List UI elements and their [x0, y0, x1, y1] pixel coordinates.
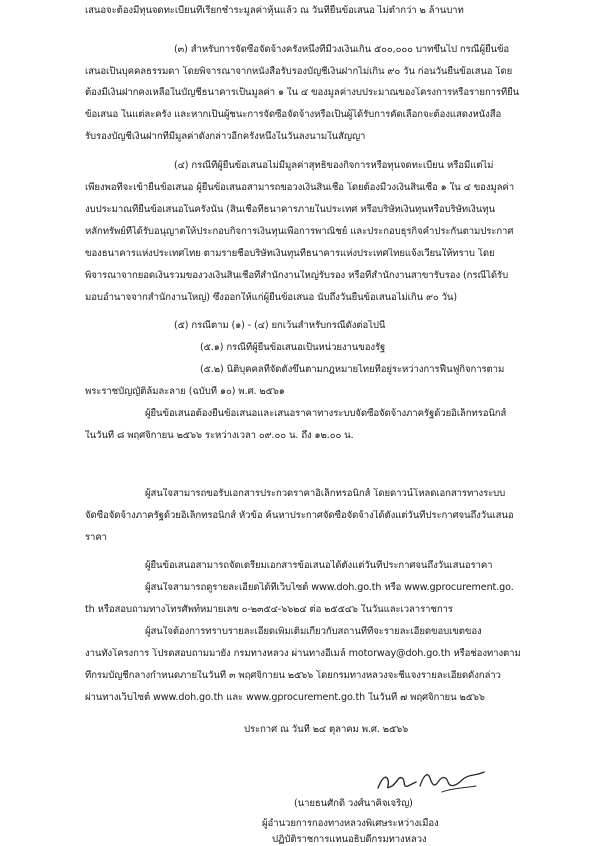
text-line: เสนอเป็นบุคคลธรรมดา โดยพิจารณาจากหนังสือรับรองบัญชีเงินฝากไม่เกิน ๙๐ วัน ก่อนวันยื่นข้อเสนอ โดย: [85, 66, 513, 77]
handwritten-signature: [372, 764, 492, 798]
text-line: ที่กรมบัญชีกลางกำหนดภายในวันที่ ๓ พฤศจิกายน ๒๕๖๖ โดยกรมทางหลวงจะชี้แจงรายละเอียดดังกล่าว: [85, 670, 501, 681]
signer-acting: ปฏิบัติราชการแทนอธิบดีกรมทางหลวง: [272, 834, 427, 845]
text-line: พิจารณาจากยอดเงินรวมของวงเงินสินเชื่อที่สำนักงานใหญ่รับรอง หรือที่สำนักงานสาขารับรอง (กรณีได้รับ: [85, 270, 509, 281]
text-line: (๓) สำหรับการจัดซื้อจัดจ้างครั้งหนึ่งที่มีวงเงินเกิน ๕๐๐,๐๐๐ บาทขึ้นไป กรณีผู้ยื่นข้อ: [174, 44, 510, 55]
text-line: ข้อเสนอ ในแต่ละครั้ง และหากเป็นผู้ชนะการจัดซื้อจัดจ้างหรือเป็นผู้ได้รับการคัดเลือกจะต้องแสดงหนังสือ: [85, 109, 502, 120]
text-line: มอบอำนาจจากสำนักงานใหญ่) ซึ่งออกให้แก่ผู้ยื่นข้อเสนอ นับถึงวันยื่นข้อเสนอไม่เกิน ๙๐ วัน): [85, 292, 457, 303]
text-line: (๕.๑) กรณีที่ผู้ยื่นข้อเสนอเป็นหน่วยงานของรัฐ: [200, 342, 386, 353]
text-line: รับรองบัญชีเงินฝากที่มีมูลค่าดังกล่าวอีกครั้งหนึ่งในวันลงนามในสัญญา: [85, 131, 366, 142]
text-line: (๕) กรณีตาม (๑) - (๔) ยกเว้นสำหรับกรณีดังต่อไปนี้: [174, 320, 386, 331]
signer-position: ผู้อำนวยการกองทางหลวงพิเศษระหว่างเมือง: [262, 818, 439, 829]
text-line: จัดซื้อจัดจ้างภาครัฐด้วยอิเล็กทรอนิกส์ หัวข้อ ค้นหาประกาศจัดซื้อจัดจ้างได้ตั้งแต่วันที่ประกาศจนถึงวันเสนอ: [85, 510, 514, 521]
text-line: ผู้ยื่นข้อเสนอต้องยื่นข้อเสนอและเสนอราคาทางระบบจัดซื้อจัดจ้างภาครัฐด้วยอิเล็กทรอนิกส์: [145, 408, 507, 419]
text-line: (๔) กรณีที่ผู้ยื่นข้อเสนอไม่มีมูลค่าสุทธิของกิจการหรือทุนจดทะเบียน หรือมีแต่ไม่: [174, 160, 494, 171]
text-line: เพียงพอที่จะเข้ายื่นข้อเสนอ ผู้ยื่นข้อเสนอสามารถขอวงเงินสินเชื่อ โดยต้องมีวงเงินสินเชื่อ ๑ ใน ๔ ของมูลค่า: [85, 182, 515, 193]
text-line: หลักทรัพย์ที่ได้รับอนุญาตให้ประกอบกิจการเงินทุนเพื่อการพาณิชย์ และประกอบธุรกิจค้ำประกันตามประกาศ: [85, 226, 514, 237]
announce-date: ประกาศ ณ วันที่ ๒๔ ตุลาคม พ.ศ. ๒๕๖๖: [244, 724, 409, 735]
text-line: งานทั้งโครงการ โปรดสอบถามมายัง กรมทางหลวง ผ่านทางอีเมล์ motorway@doh.go.th หรือช่องทางตาม: [85, 648, 521, 659]
text-line: th หรือสอบถามทางโทรศัพท์หมายเลข ๐-๒๓๕๔-๖๖๒๔ ต่อ ๒๕๕๔๖ ในวันและเวลาราชการ: [85, 604, 453, 615]
text-line: ผ่านทางเว็บไซต์ www.doh.go.th และ www.gprocurement.go.th ในวันที่ ๗ พฤศจิกายน ๒๕๖๖: [85, 692, 485, 703]
text-line: ในวันที่ ๘ พฤศจิกายน ๒๕๖๖ ระหว่างเวลา ๐๙.๐๐ น. ถึง ๑๒.๐๐ น.: [85, 430, 354, 441]
text-line: ราคา: [85, 532, 107, 543]
text-line: ผู้สนใจสามารถขอรับเอกสารประกวดราคาอิเล็กทรอนิกส์ โดยดาวน์โหลดเอกสารทางระบบ: [145, 488, 506, 499]
text-line: พระราชบัญญัติล้มละลาย (ฉบับที่ ๑๐) พ.ศ. ๒๕๖๑: [85, 386, 285, 397]
text-line: งบประมาณที่ยื่นข้อเสนอในครั้งนั้น (สินเชื่อที่ธนาคารภายในประเทศ หรือบริษัทเงินทุนหรือบริษัทเงินทุน: [85, 204, 495, 215]
text-line: ของธนาคารแห่งประเทศไทย ตามรายชื่อบริษัทเงินทุนที่ธนาคารแห่งประเทศไทยแจ้งเวียนให้ทราบ โดย: [85, 248, 495, 259]
text-line: ต้องมีเงินฝากคงเหลือในบัญชีธนาคารเป็นมูลค่า ๑ ใน ๔ ของมูลค่างบประมาณของโครงการหรือรายการที่ยื่น: [85, 87, 520, 98]
signer-name: (นายธนศักดิ์ วงศ์นาคิจเจริญ): [294, 798, 413, 809]
text-line: ผู้สนใจสามารถดูรายละเอียดได้ที่เว็บไซต์ www.doh.go.th หรือ www.gprocurement.go.: [145, 582, 514, 593]
text-line: ผู้สนใจต้องการทราบรายละเอียดเพิ่มเติมเกี่ยวกับสถานที่ที่จะรายละเอียดขอบเขตของ: [145, 626, 482, 637]
text-line: ผู้ยื่นข้อเสนอสามารถจัดเตรียมเอกสารข้อเสนอได้ตั้งแต่วันที่ประกาศจนถึงวันเสนอราคา: [145, 560, 493, 571]
text-line: (๕.๒) นิติบุคคลที่จัดตั้งขึ้นตามกฎหมายไทยที่อยู่ระหว่างการฟื้นฟูกิจการตาม: [200, 364, 505, 375]
text-line: เสนอจะต้องมีทุนจดทะเบียนที่เรียกชำระมูลค่าหุ้นแล้ว ณ วันที่ยื่นข้อเสนอ ไม่ต่ำกว่า ๒ ล้านบาท: [85, 5, 464, 16]
